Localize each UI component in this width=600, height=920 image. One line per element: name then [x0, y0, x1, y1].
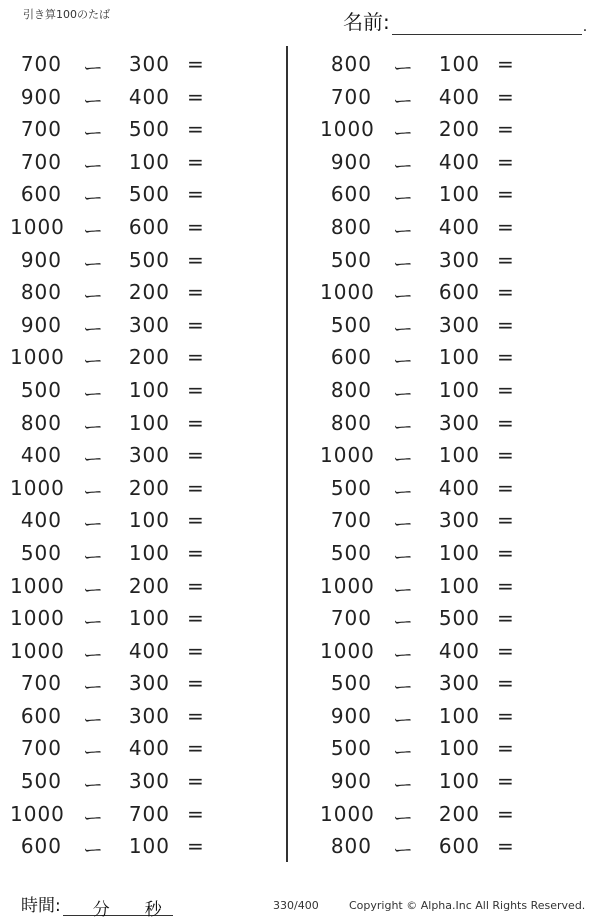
- subtrahend: 300: [128, 671, 170, 696]
- problem-row: [320, 472, 550, 505]
- minus-sign: ー: [83, 447, 104, 472]
- minuend: 900: [20, 247, 62, 272]
- minus-sign: ー: [83, 707, 104, 732]
- minus-sign: ー: [393, 186, 414, 211]
- subtrahend: 100: [438, 443, 480, 468]
- problem-row: [320, 765, 550, 798]
- minus-sign: ー: [393, 577, 414, 602]
- minuend: 600: [20, 834, 62, 859]
- minuend: 1000: [320, 280, 375, 305]
- minus-sign: ー: [393, 381, 414, 406]
- minus-sign: ー: [393, 153, 414, 178]
- problem-row: [10, 81, 240, 114]
- minuend: 500: [330, 540, 372, 565]
- equals-sign: =: [187, 703, 205, 728]
- subtrahend: 100: [438, 377, 480, 402]
- minus-sign: ー: [393, 675, 414, 700]
- problem-row: [10, 407, 240, 440]
- minus-sign: ー: [83, 805, 104, 830]
- minuend: 1000: [10, 801, 65, 826]
- time-blank-line[interactable]: [63, 895, 173, 920]
- minus-sign: ー: [83, 88, 104, 113]
- time-field: [21, 891, 173, 920]
- minus-sign: ー: [83, 479, 104, 504]
- problem-row: [10, 602, 240, 635]
- minus-sign: ー: [393, 414, 414, 439]
- minuend: 1000: [320, 117, 375, 142]
- minus-sign: ー: [83, 414, 104, 439]
- equals-sign: =: [497, 149, 515, 174]
- subtrahend: 300: [438, 508, 480, 533]
- minuend: 500: [330, 671, 372, 696]
- minus-sign: ー: [83, 642, 104, 667]
- problem-row: [10, 635, 240, 668]
- subtrahend: 300: [438, 671, 480, 696]
- minutes-label: 分: [92, 900, 110, 920]
- minus-sign: ー: [393, 349, 414, 374]
- minus-sign: ー: [393, 544, 414, 569]
- subtrahend: 100: [128, 606, 170, 631]
- subtrahend: 600: [438, 280, 480, 305]
- minuend: 500: [20, 377, 62, 402]
- minus-sign: ー: [83, 121, 104, 146]
- problem-row: [10, 765, 240, 798]
- minus-sign: ー: [83, 349, 104, 374]
- equals-sign: =: [497, 703, 515, 728]
- subtrahend: 600: [438, 834, 480, 859]
- subtrahend: 100: [438, 182, 480, 207]
- equals-sign: =: [187, 475, 205, 500]
- minuend: 700: [330, 84, 372, 109]
- subtrahend: 300: [128, 312, 170, 337]
- subtrahend: 100: [128, 508, 170, 533]
- minus-sign: ー: [393, 805, 414, 830]
- problem-row: [320, 146, 550, 179]
- minuend: 800: [20, 280, 62, 305]
- subtrahend: 200: [128, 475, 170, 500]
- subtrahend: 200: [128, 573, 170, 598]
- equals-sign: =: [187, 801, 205, 826]
- minuend: 600: [20, 703, 62, 728]
- minus-sign: ー: [83, 218, 104, 243]
- subtrahend: 100: [128, 377, 170, 402]
- minus-sign: ー: [83, 186, 104, 211]
- equals-sign: =: [497, 540, 515, 565]
- minuend: 600: [330, 182, 372, 207]
- minus-sign: ー: [393, 447, 414, 472]
- problem-row: [320, 48, 550, 81]
- minuend: 1000: [10, 475, 65, 500]
- problem-row: [10, 700, 240, 733]
- subtrahend: 400: [438, 475, 480, 500]
- minuend: 500: [20, 540, 62, 565]
- subtrahend: 400: [438, 149, 480, 174]
- problem-row: [320, 81, 550, 114]
- name-blank-line[interactable]: [392, 12, 582, 35]
- equals-sign: =: [497, 247, 515, 272]
- subtrahend: 100: [438, 769, 480, 794]
- minuend: 1000: [320, 801, 375, 826]
- equals-sign: =: [187, 540, 205, 565]
- equals-sign: =: [497, 638, 515, 663]
- problem-row: [320, 602, 550, 635]
- problem-row: [10, 504, 240, 537]
- problem-row: [320, 700, 550, 733]
- minus-sign: ー: [83, 675, 104, 700]
- left-problem-column: [10, 48, 240, 863]
- minuend: 900: [330, 149, 372, 174]
- minus-sign: ー: [393, 479, 414, 504]
- minuend: 1000: [320, 573, 375, 598]
- subtrahend: 300: [438, 410, 480, 435]
- problem-row: [10, 439, 240, 472]
- minus-sign: ー: [83, 251, 104, 276]
- minuend: 800: [330, 52, 372, 76]
- minuend: 500: [330, 475, 372, 500]
- problem-row: [10, 667, 240, 700]
- problem-row: [320, 439, 550, 472]
- equals-sign: =: [497, 345, 515, 370]
- problem-row: [10, 276, 240, 309]
- equals-sign: =: [187, 769, 205, 794]
- problem-row: [10, 178, 240, 211]
- minus-sign: ー: [393, 251, 414, 276]
- problem-row: [320, 178, 550, 211]
- minuend: 700: [330, 606, 372, 631]
- problem-row: [10, 244, 240, 277]
- minus-sign: ー: [83, 577, 104, 602]
- subtrahend: 200: [128, 280, 170, 305]
- copyright-notice: Copyright © Alpha.Inc All Rights Reserved.: [349, 899, 586, 912]
- minuend: 800: [330, 834, 372, 859]
- equals-sign: =: [187, 214, 205, 239]
- problem-row: [10, 48, 240, 81]
- problem-row: [10, 830, 240, 863]
- problem-row: [320, 830, 550, 863]
- minuend: 800: [20, 410, 62, 435]
- subtrahend: 300: [128, 769, 170, 794]
- problem-row: [10, 211, 240, 244]
- subtrahend: 500: [438, 606, 480, 631]
- equals-sign: =: [497, 84, 515, 109]
- minus-sign: ー: [393, 838, 414, 863]
- minuend: 900: [20, 312, 62, 337]
- minuend: 400: [20, 508, 62, 533]
- problem-row: [10, 537, 240, 570]
- subtrahend: 200: [438, 801, 480, 826]
- minuend: 1000: [10, 638, 65, 663]
- equals-sign: =: [187, 149, 205, 174]
- time-label: 時間:: [21, 896, 61, 916]
- equals-sign: =: [497, 214, 515, 239]
- minus-sign: ー: [83, 512, 104, 537]
- subtrahend: 100: [128, 834, 170, 859]
- minuend: 800: [330, 377, 372, 402]
- equals-sign: =: [187, 84, 205, 109]
- problem-row: [320, 667, 550, 700]
- equals-sign: =: [497, 52, 515, 76]
- minus-sign: ー: [83, 773, 104, 798]
- subtrahend: 100: [438, 703, 480, 728]
- minus-sign: ー: [393, 56, 414, 80]
- equals-sign: =: [187, 377, 205, 402]
- minus-sign: ー: [393, 707, 414, 732]
- equals-sign: =: [187, 117, 205, 142]
- minus-sign: ー: [83, 544, 104, 569]
- subtrahend: 100: [438, 52, 480, 76]
- subtrahend: 300: [128, 443, 170, 468]
- minuend: 800: [330, 410, 372, 435]
- problem-row: [320, 537, 550, 570]
- equals-sign: =: [187, 834, 205, 859]
- equals-sign: =: [497, 769, 515, 794]
- problem-row: [320, 374, 550, 407]
- minuend: 500: [330, 247, 372, 272]
- equals-sign: =: [497, 801, 515, 826]
- subtrahend: 200: [438, 117, 480, 142]
- worksheet-title: 引き算100のたば: [23, 8, 110, 21]
- problem-row: [320, 341, 550, 374]
- equals-sign: =: [497, 410, 515, 435]
- minus-sign: ー: [393, 284, 414, 309]
- minus-sign: ー: [393, 218, 414, 243]
- subtrahend: 500: [128, 247, 170, 272]
- minuend: 1000: [10, 214, 65, 239]
- problem-row: [10, 374, 240, 407]
- minuend: 900: [330, 703, 372, 728]
- subtrahend: 300: [128, 52, 170, 76]
- equals-sign: =: [497, 312, 515, 337]
- subtrahend: 300: [438, 247, 480, 272]
- minus-sign: ー: [393, 773, 414, 798]
- problem-row: [10, 732, 240, 765]
- subtrahend: 100: [438, 573, 480, 598]
- equals-sign: =: [497, 671, 515, 696]
- minus-sign: ー: [393, 610, 414, 635]
- equals-sign: =: [187, 280, 205, 305]
- problem-row: [10, 341, 240, 374]
- problem-row: [10, 570, 240, 603]
- equals-sign: =: [187, 573, 205, 598]
- problem-row: [320, 276, 550, 309]
- subtrahend: 100: [128, 410, 170, 435]
- minuend: 400: [20, 443, 62, 468]
- equals-sign: =: [187, 606, 205, 631]
- subtrahend: 400: [128, 84, 170, 109]
- minus-sign: ー: [83, 381, 104, 406]
- equals-sign: =: [497, 508, 515, 533]
- minus-sign: ー: [83, 610, 104, 635]
- equals-sign: =: [497, 182, 515, 207]
- equals-sign: =: [187, 182, 205, 207]
- problem-row: [320, 570, 550, 603]
- minuend: 1000: [320, 443, 375, 468]
- page-number: 330/400: [273, 899, 319, 912]
- minus-sign: ー: [83, 153, 104, 178]
- minus-sign: ー: [393, 88, 414, 113]
- minuend: 700: [20, 671, 62, 696]
- subtrahend: 500: [128, 117, 170, 142]
- minus-sign: ー: [83, 838, 104, 863]
- subtrahend: 100: [128, 149, 170, 174]
- equals-sign: =: [187, 671, 205, 696]
- minuend: 1000: [10, 345, 65, 370]
- subtrahend: 400: [128, 638, 170, 663]
- equals-sign: =: [497, 834, 515, 859]
- subtrahend: 100: [438, 736, 480, 761]
- minuend: 1000: [10, 573, 65, 598]
- name-end-dot: .: [582, 19, 588, 35]
- minus-sign: ー: [83, 316, 104, 341]
- minuend: 700: [20, 149, 62, 174]
- minuend: 700: [20, 117, 62, 142]
- minuend: 600: [330, 345, 372, 370]
- minus-sign: ー: [393, 740, 414, 765]
- equals-sign: =: [187, 736, 205, 761]
- equals-sign: =: [187, 52, 205, 76]
- minuend: 700: [20, 52, 62, 76]
- equals-sign: =: [497, 573, 515, 598]
- minus-sign: ー: [393, 512, 414, 537]
- problem-row: [320, 504, 550, 537]
- equals-sign: =: [497, 377, 515, 402]
- right-problem-column: [320, 48, 550, 863]
- minuend: 500: [330, 736, 372, 761]
- minuend: 700: [330, 508, 372, 533]
- equals-sign: =: [187, 443, 205, 468]
- minuend: 600: [20, 182, 62, 207]
- minuend: 700: [20, 736, 62, 761]
- subtrahend: 100: [438, 345, 480, 370]
- problem-row: [320, 244, 550, 277]
- minus-sign: ー: [393, 642, 414, 667]
- problem-row: [10, 146, 240, 179]
- equals-sign: =: [187, 410, 205, 435]
- minuend: 1000: [320, 638, 375, 663]
- subtrahend: 300: [128, 703, 170, 728]
- problem-row: [320, 309, 550, 342]
- minus-sign: ー: [83, 284, 104, 309]
- problem-row: [10, 472, 240, 505]
- subtrahend: 200: [128, 345, 170, 370]
- equals-sign: =: [497, 443, 515, 468]
- name-label: 名前:: [343, 10, 390, 34]
- equals-sign: =: [187, 345, 205, 370]
- problem-row: [320, 798, 550, 831]
- subtrahend: 700: [128, 801, 170, 826]
- problem-row: [320, 732, 550, 765]
- minuend: 900: [20, 84, 62, 109]
- subtrahend: 500: [128, 182, 170, 207]
- problem-row: [10, 798, 240, 831]
- problem-row: [320, 635, 550, 668]
- equals-sign: =: [187, 508, 205, 533]
- subtrahend: 100: [128, 540, 170, 565]
- problem-row: [320, 113, 550, 146]
- equals-sign: =: [497, 280, 515, 305]
- seconds-label: 秒: [144, 900, 162, 920]
- minus-sign: ー: [83, 740, 104, 765]
- problem-row: [10, 309, 240, 342]
- column-divider: [286, 46, 288, 862]
- minuend: 800: [330, 214, 372, 239]
- minus-sign: ー: [83, 56, 104, 80]
- subtrahend: 400: [438, 214, 480, 239]
- equals-sign: =: [497, 117, 515, 142]
- minuend: 500: [20, 769, 62, 794]
- subtrahend: 400: [128, 736, 170, 761]
- equals-sign: =: [187, 638, 205, 663]
- equals-sign: =: [497, 606, 515, 631]
- subtrahend: 100: [438, 540, 480, 565]
- subtrahend: 300: [438, 312, 480, 337]
- problem-row: [320, 211, 550, 244]
- equals-sign: =: [497, 475, 515, 500]
- name-field: [343, 6, 587, 35]
- equals-sign: =: [497, 736, 515, 761]
- minuend: 900: [330, 769, 372, 794]
- equals-sign: =: [187, 247, 205, 272]
- minuend: 500: [330, 312, 372, 337]
- problem-row: [320, 407, 550, 440]
- minuend: 1000: [10, 606, 65, 631]
- subtrahend: 400: [438, 84, 480, 109]
- subtrahend: 400: [438, 638, 480, 663]
- minus-sign: ー: [393, 316, 414, 341]
- subtrahend: 600: [128, 214, 170, 239]
- problem-row: [10, 113, 240, 146]
- minus-sign: ー: [393, 121, 414, 146]
- equals-sign: =: [187, 312, 205, 337]
